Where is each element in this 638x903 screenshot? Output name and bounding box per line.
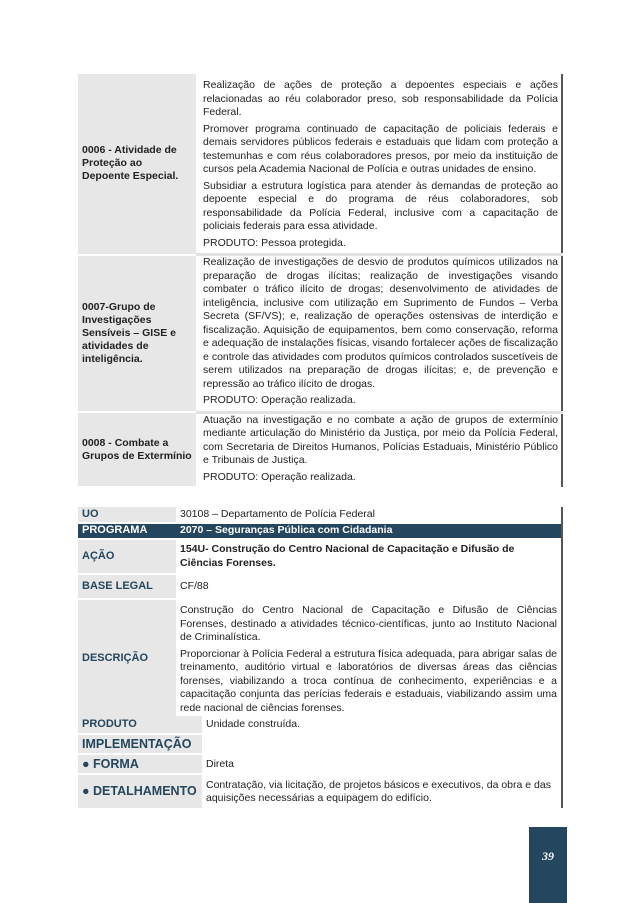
- acao-row: [78, 539, 562, 574]
- implementacao-value: [202, 734, 562, 754]
- forma-label: ● FORMA: [78, 754, 202, 774]
- implementation-table: [78, 716, 563, 808]
- action-row-0007: [78, 255, 562, 413]
- action-product: PRODUTO: Operação realizada.: [203, 394, 356, 406]
- programa-label: PROGRAMA: [78, 523, 176, 539]
- programa-row: [78, 523, 562, 539]
- action-row-0008: [78, 412, 562, 487]
- descricao-value: [176, 599, 562, 718]
- action-product: PRODUTO: Pessoa protegida.: [203, 236, 346, 249]
- base-legal-label: BASE LEGAL: [78, 574, 176, 599]
- action-product: PRODUTO: Operação realizada.: [203, 470, 356, 483]
- implementacao-label: IMPLEMENTAÇÃO: [78, 734, 202, 754]
- action-paragraph: Realização de ações de proteção a depoentes especiais e ações relacionadas ao réu colaborador preso, sob responsabilidade da Polícia Federal.: [203, 79, 558, 118]
- detalhamento-label: ● DETALHAMENTO: [78, 774, 202, 808]
- action-paragraph: Realização de investigações de desvio de produtos químicos utilizados na preparação de drogas ilícitas; realização de investigações visando combater o tráfico ilícito de drogas; desenvolvimento de atividades de inteligência, inclusive com utilização em Suprimento de Fundos – Verba Secreta (SF/VS); e, realização de operações ostensivas de interdição e fiscalização. Aquisição de equipamentos, bem como conservação, reforma e adequação de instalações físicas, visando fortalecer ações de fiscalização e controle das atividades com produtos químicos controlados suscetíveis de serem utilizados na preparação de drogas ilícitas; e, de prevenção e repressão ao tráfico ilícito de drogas.: [203, 256, 558, 390]
- forma-row: [78, 754, 562, 774]
- uo-row: [78, 507, 562, 523]
- action-label: 0008 - Combate a Grupos de Extermínio: [78, 412, 196, 487]
- detalhamento-value: Contratação, via licitação, de projetos básicos e executivos, da obra e das aquisições necessárias a equipagem do edifício.: [202, 774, 562, 808]
- uo-value: 30108 – Departamento de Polícia Federal: [176, 507, 562, 523]
- base-legal-row: [78, 574, 562, 599]
- produto-label: PRODUTO: [78, 716, 202, 734]
- descricao-paragraph: Construção do Centro Nacional de Capacitação e Difusão de Ciências Forenses, destinado a atividades técnico-científicas, junto ao Instituto Nacional de Criminalística.: [180, 604, 557, 643]
- base-legal-value: CF/88: [176, 574, 562, 599]
- page-number: 39: [529, 827, 567, 903]
- descricao-label: DESCRIÇÃO: [78, 599, 176, 718]
- produto-row: [78, 716, 562, 734]
- action-paragraph: Subsidiar a estrutura logística para atender às demandas de proteção ao depoente especial e do programa de réus colaboradores, sob responsabilidade da Polícia Federal, inclusive com a capacitação de policiais federais para essa atividade.: [203, 179, 558, 232]
- programa-value: 2070 – Seguranças Pública com Cidadania: [176, 523, 562, 539]
- action-paragraph: Promover programa continuado de capacitação de policiais federais e demais servidores públicos federais e estaduais que lidam com proteção a testemunhas e com réus colaboradores presos, por meio da instituição de cursos pela Academia Nacional de Polícia e outras unidades de ensino.: [203, 122, 558, 175]
- acao-label: AÇÃO: [78, 539, 176, 574]
- action-row-0006: [78, 74, 562, 255]
- action-label: 0006 - Atividade de Proteção ao Depoente Especial.: [78, 74, 196, 255]
- uo-label: UO: [78, 507, 176, 523]
- actions-table: [78, 74, 563, 488]
- detalhamento-row: [78, 774, 562, 808]
- descricao-row: [78, 599, 562, 718]
- action-paragraph: Atuação na investigação e no combate a ação de grupos de extermínio mediante articulação do Ministério da Justiça, por meio da Polícia Federal, com Secretaria de Direitos Humanos, Polícias Estaduais, Ministério Público e Tribunais de Justiça.: [203, 413, 558, 466]
- produto-value: Unidade construída.: [202, 716, 562, 734]
- implementacao-row: [78, 734, 562, 754]
- forma-value: Direta: [202, 754, 562, 774]
- program-info-table: [78, 507, 563, 718]
- action-content: [196, 255, 562, 413]
- acao-value: 154U- Construção do Centro Nacional de Capacitação e Difusão de Ciências Forenses.: [176, 539, 562, 574]
- descricao-paragraph: Proporcionar à Polícia Federal a estrutura física adequada, para abrigar salas de treinamento, auditório virtual e laboratórios de diversas áreas das ciências forenses, viabilizando a troca contínua de conhecimento, experiências e a capacitação conjunta das perícias federais e estaduais, viabilizando assim uma rede nacional de ciências forenses.: [180, 647, 557, 714]
- action-content: [196, 412, 562, 487]
- action-label: 0007-Grupo de Investigações Sensíveis – GISE e atividades de inteligência.: [78, 255, 196, 413]
- action-content: [196, 74, 562, 255]
